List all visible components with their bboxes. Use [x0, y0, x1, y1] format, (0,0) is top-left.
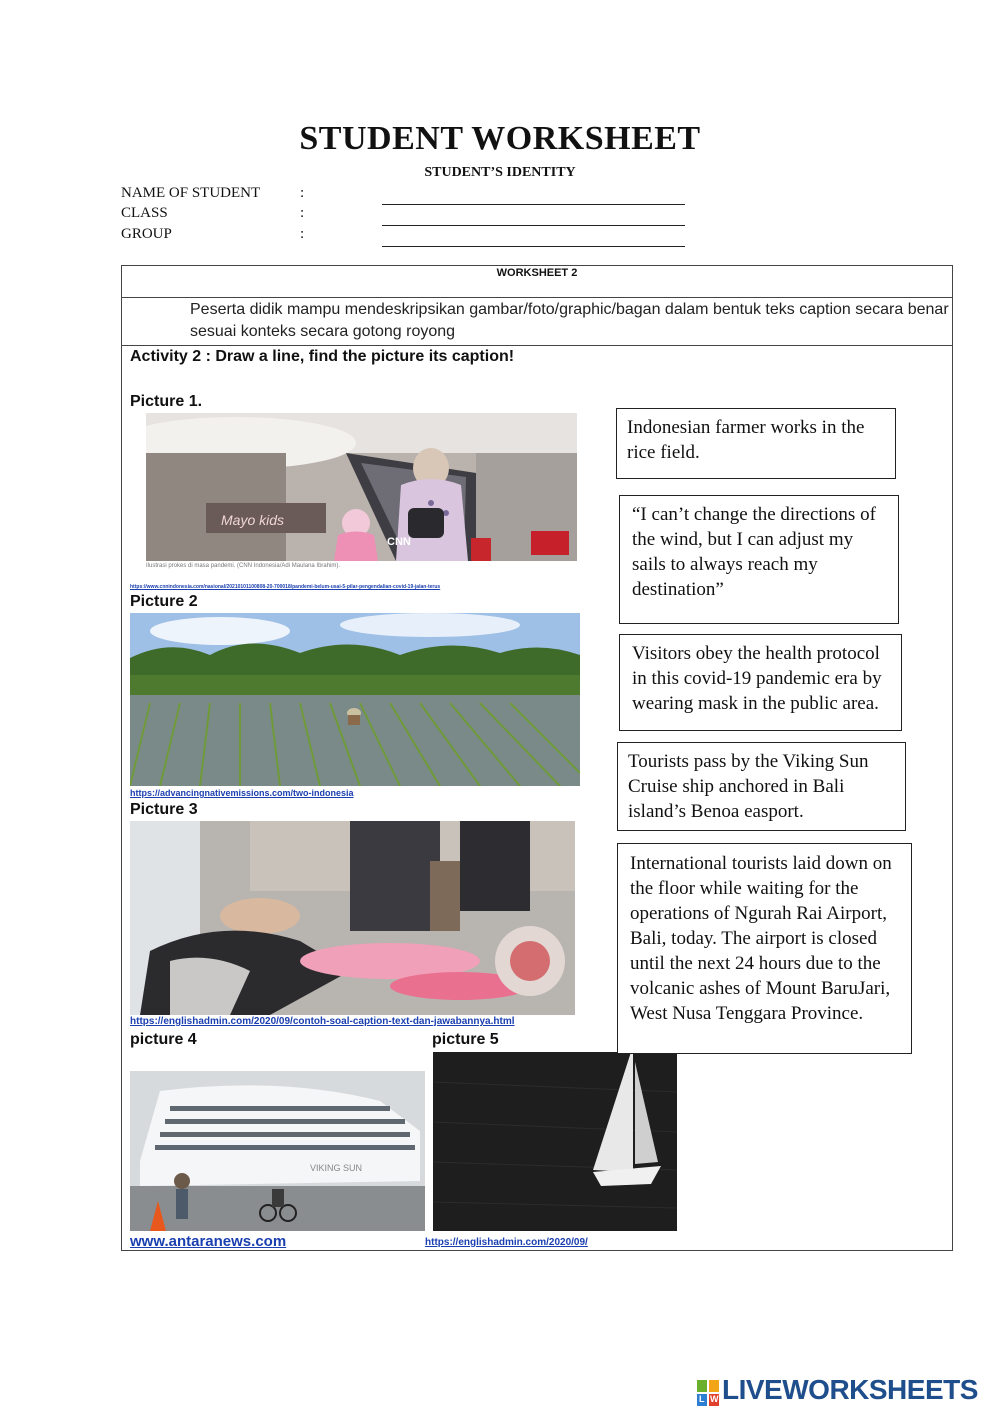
name-input-line[interactable]: [382, 204, 685, 205]
worksheet-title: STUDENT WORKSHEET: [299, 120, 701, 157]
picture-5-source-link[interactable]: https://englishadmin.com/2020/09/: [425, 1237, 588, 1248]
picture-4-label: picture 4: [130, 1031, 197, 1048]
class-label: CLASS: [121, 205, 168, 221]
group-label: GROUP: [121, 226, 172, 242]
name-colon: :: [300, 185, 305, 201]
picture-4-source-link[interactable]: www.antaranews.com: [130, 1233, 287, 1250]
picture-2-label: Picture 2: [130, 593, 198, 610]
logo-badge-letter: L: [699, 1394, 705, 1404]
caption-box-health-protocol[interactable]: Visitors obey the health protocol in this covid-19 pandemic era by wearing mask in the public area.: [619, 634, 902, 731]
group-input-line[interactable]: [382, 246, 685, 247]
identity-subtitle: STUDENT’S IDENTITY: [424, 165, 576, 180]
caption-box-wind-quote[interactable]: “I can’t change the directions of the wind, but I can adjust my sails to always reach my destination”: [619, 495, 899, 624]
picture-5-label: picture 5: [432, 1031, 499, 1048]
caption-box-viking-sun[interactable]: Tourists pass by the Viking Sun Cruise ship anchored in Bali island’s Benoa easport.: [617, 742, 906, 831]
caption-box-rice-farmer[interactable]: Indonesian farmer works in the rice field.: [616, 408, 896, 479]
section-label: WORKSHEET 2: [496, 267, 578, 279]
picture-3-label: Picture 3: [130, 801, 198, 818]
picture-1-mall-photo[interactable]: [146, 413, 577, 561]
liveworksheets-brand[interactable]: LIVEWORKSHEETS: [722, 1374, 978, 1405]
logo-badge-letter: W: [710, 1394, 719, 1404]
picture-1-source-link[interactable]: https://www.cnnindonesia.com/nasional/20210101100808-20-700018/pandemi-belum-usai-5-pilar-pengendalian-covid-19-jalan-terus: [130, 584, 441, 590]
picture-3-source-link[interactable]: https://englishadmin.com/2020/09/contoh-soal-caption-text-dan-jawabannya.html: [130, 1016, 515, 1027]
liveworksheets-logo-icon: [697, 1380, 719, 1406]
group-colon: :: [300, 226, 305, 242]
picture-4-cruise-ship-photo[interactable]: [130, 1071, 425, 1231]
picture-1-label: Picture 1.: [130, 393, 203, 410]
picture-5-sailboat-photo[interactable]: [433, 1052, 677, 1231]
svg-text:VIKING SUN: VIKING SUN: [310, 1163, 363, 1173]
class-colon: :: [300, 205, 305, 221]
picture-3-airport-photo[interactable]: [130, 821, 575, 1015]
svg-text:Mayo kids: Mayo kids: [221, 512, 285, 528]
activity-instruction: Activity 2 : Draw a line, find the picture its caption!: [130, 348, 515, 365]
name-label: NAME OF STUDENT: [121, 185, 261, 201]
picture-2-source-link[interactable]: https://advancingnativemissions.com/two-indonesia: [130, 788, 354, 798]
cnn-badge: CNN: [387, 536, 411, 548]
learning-objective: Peserta didik mampu mendeskripsikan gambar/foto/graphic/bagan dalam bentuk teks caption secara benar sesuai konteks secara gotong royong: [190, 301, 949, 340]
caption-box-airport[interactable]: International tourists laid down on the floor while waiting for the operations of Ngurah Rai Airport, Bali, today. The airport is closed until the next 24 hours due to the volcanic ashes of Mount BaruJari, West Nusa Tenggara Province.: [617, 843, 912, 1054]
frame-divider: [121, 345, 953, 346]
picture-2-rice-field-photo[interactable]: [130, 613, 580, 786]
class-input-line[interactable]: [382, 225, 685, 226]
picture-1-photo-credit: Ilustrasi prokes di masa pandemi. (CNN Indonesia/Adi Maulana Ibrahim).: [146, 563, 341, 569]
frame-divider: [121, 297, 953, 298]
